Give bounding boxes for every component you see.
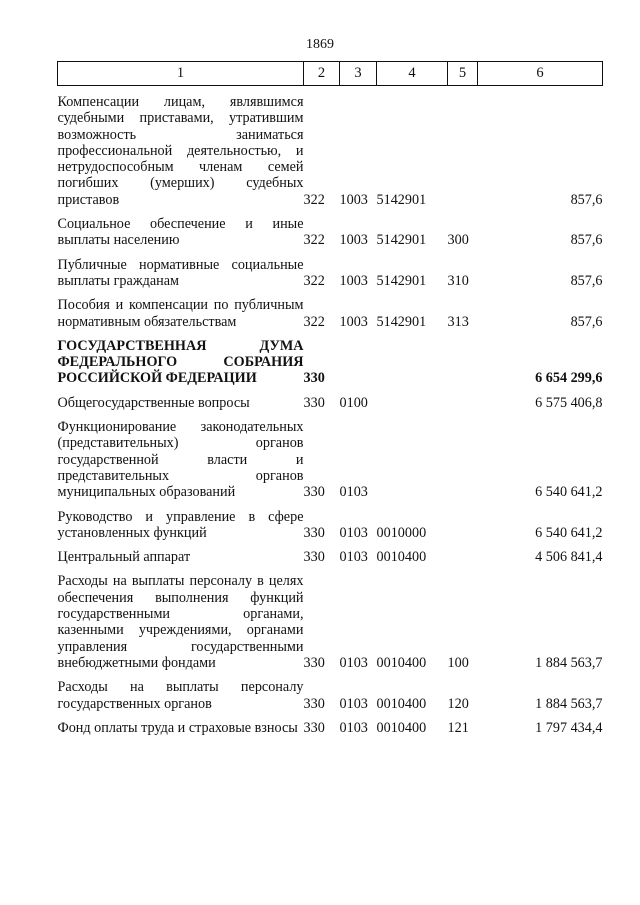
table-row: [58, 419, 603, 500]
row-cs-code: 5142901: [376, 232, 427, 249]
row-vr-code: [448, 509, 478, 542]
row-cs-code: 0010400: [376, 654, 427, 671]
row-vr-code: [448, 338, 478, 387]
row-rz-code: 1003: [339, 232, 368, 249]
row-amount: 857,6: [570, 313, 603, 330]
row-spacer: [58, 330, 603, 338]
row-rz-code: 0103: [339, 654, 368, 671]
table-row: [58, 338, 603, 387]
row-amount: 1 884 563,7: [535, 695, 603, 712]
row-gr-code: 330: [303, 394, 325, 411]
row-name: Центральный аппарат: [57, 549, 191, 566]
row-vr-code: 121: [447, 719, 469, 736]
row-vr-code: [448, 549, 478, 565]
row-spacer-cell: [58, 330, 603, 338]
table-row: [58, 257, 603, 290]
row-rz-code: 0103: [339, 719, 368, 736]
row-name: ГОСУДАРСТВЕННАЯ ДУМА ФЕДЕРАЛЬНОГО СОБРАНИЯ РОССИЙСКОЙ ФЕДЕРАЦИИ: [57, 337, 304, 387]
row-amount: 6 575 406,8: [535, 394, 603, 411]
row-name: Расходы на выплаты персоналу государственных органов: [57, 679, 304, 712]
table-row: [58, 297, 603, 330]
table-row: [58, 573, 603, 671]
row-spacer-cell: [58, 387, 603, 395]
row-gr-code: 322: [303, 313, 325, 330]
row-name: Фонд оплаты труда и страховые взносы: [57, 719, 298, 736]
row-name: Компенсации лицам, являвшимся судебными приставами, утратившим возможность заниматься профессиональной деятельностью, и нетрудоспособным членам семей погибших (умерших) судебных приставов: [57, 94, 304, 208]
row-amount: 6 540 641,2: [535, 524, 603, 541]
row-cs-code: 5142901: [376, 272, 427, 289]
row-name: Функционирование законодательных (представительных) органов государственной власти и представительных органов муниципальных образований: [57, 419, 304, 501]
table-row: [58, 395, 603, 411]
row-spacer-cell: [58, 565, 603, 573]
row-cs-code: 5142901: [376, 313, 427, 330]
page-number: 1869: [306, 37, 334, 52]
row-spacer: [58, 565, 603, 573]
row-spacer: [58, 387, 603, 395]
table-row: [58, 509, 603, 542]
row-name: Общегосударственные вопросы: [57, 394, 250, 411]
row-gr-code: 330: [303, 654, 325, 671]
row-spacer-cell: [58, 289, 603, 297]
row-name: Публичные нормативные социальные выплаты гражданам: [57, 256, 304, 289]
row-rz-code: 0103: [339, 695, 368, 712]
row-spacer-cell: [58, 208, 603, 216]
row-cs-code: 0010400: [376, 549, 427, 566]
row-spacer-cell: [58, 541, 603, 549]
row-spacer-cell: [58, 249, 603, 257]
row-amount: 6 540 641,2: [535, 484, 603, 501]
row-gr-code: 322: [303, 191, 325, 208]
header-col-5: 5: [448, 62, 478, 86]
row-rz-code: 1003: [339, 272, 368, 289]
row-spacer-cell: [58, 712, 603, 720]
row-spacer: [58, 289, 603, 297]
row-spacer-cell: [58, 501, 603, 509]
row-cs-code: 0010400: [376, 719, 427, 736]
row-cs-code: 0010000: [376, 524, 427, 541]
row-vr-code: [448, 395, 478, 411]
row-gr-code: 330: [303, 549, 325, 566]
row-vr-code: [448, 419, 478, 500]
row-spacer: [58, 541, 603, 549]
row-vr-code: 120: [447, 695, 469, 712]
row-vr-code: 313: [447, 313, 469, 330]
row-spacer-cell: [58, 671, 603, 679]
row-spacer: [58, 501, 603, 509]
row-vr-code: 100: [447, 654, 469, 671]
header-col-1: 1: [58, 62, 304, 86]
header-col-3: 3: [340, 62, 377, 86]
row-amount: 1 884 563,7: [535, 654, 603, 671]
row-spacer: [58, 86, 603, 95]
row-amount: 6 654 299,6: [535, 370, 603, 387]
row-vr-code: [448, 94, 478, 208]
row-gr-code: 330: [303, 719, 325, 736]
row-spacer: [58, 671, 603, 679]
row-spacer-cell: [58, 86, 603, 95]
row-gr-code: 330: [303, 484, 325, 501]
header-col-4: 4: [377, 62, 448, 86]
row-cs-code: 0010400: [376, 695, 427, 712]
row-rz-code: 0103: [339, 549, 368, 566]
header-col-6: 6: [478, 62, 603, 86]
row-amount: 857,6: [570, 232, 603, 249]
row-name: Социальное обеспечение и иные выплаты населению: [57, 216, 304, 249]
row-gr-code: 322: [303, 272, 325, 289]
row-rz-code: 0100: [339, 394, 368, 411]
row-spacer: [58, 712, 603, 720]
row-cs-code: [377, 419, 448, 500]
table-row: [58, 679, 603, 712]
row-rz-code: 1003: [339, 191, 368, 208]
row-spacer: [58, 411, 603, 419]
row-spacer-cell: [58, 411, 603, 419]
row-name: Расходы на выплаты персоналу в целях обеспечения выполнения функций государственными органами, казенными учреждениями, органами управления государственными внебюджетными фондами: [57, 573, 304, 671]
row-name: Пособия и компенсации по публичным нормативным обязательствам: [57, 297, 304, 330]
row-spacer: [58, 249, 603, 257]
table-body: [58, 86, 603, 737]
row-spacer: [58, 208, 603, 216]
row-cs-code: [377, 395, 448, 411]
row-name: Руководство и управление в сфере установленных функций: [57, 508, 304, 541]
table-row: [58, 720, 603, 736]
row-rz-code: [340, 338, 377, 387]
row-gr-code: 330: [303, 370, 325, 387]
row-rz-code: 1003: [339, 313, 368, 330]
row-amount: 857,6: [570, 272, 603, 289]
budget-table: [57, 61, 603, 736]
row-vr-code: 310: [447, 272, 469, 289]
row-amount: 857,6: [570, 191, 603, 208]
header-row: [58, 62, 603, 86]
table-row: [58, 94, 603, 208]
row-amount: 4 506 841,4: [535, 549, 603, 566]
row-gr-code: 322: [303, 232, 325, 249]
row-gr-code: 330: [303, 695, 325, 712]
row-rz-code: 0103: [339, 484, 368, 501]
row-amount: 1 797 434,4: [535, 719, 603, 736]
table-row: [58, 549, 603, 565]
table-row: [58, 216, 603, 249]
row-vr-code: 300: [447, 232, 469, 249]
row-gr-code: 330: [303, 524, 325, 541]
header-col-2: 2: [304, 62, 340, 86]
row-rz-code: 0103: [339, 524, 368, 541]
row-cs-code: 5142901: [376, 191, 427, 208]
row-cs-code: [377, 338, 448, 387]
